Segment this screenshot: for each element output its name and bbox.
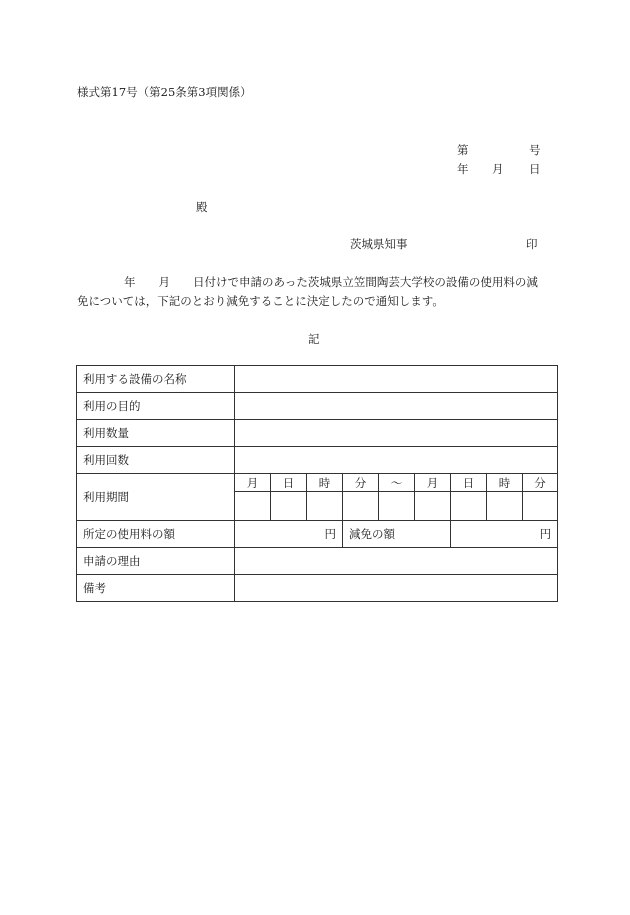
record-heading: 記 bbox=[308, 332, 320, 346]
period-value-cell bbox=[343, 492, 379, 521]
period-end-day-unit: 日 bbox=[451, 474, 487, 492]
fee-label: 所定の使用料の額 bbox=[77, 521, 235, 548]
purpose-label: 利用の目的 bbox=[77, 393, 235, 420]
count-label: 利用回数 bbox=[77, 447, 235, 474]
fee-unit: 円 bbox=[324, 527, 336, 541]
period-end-hour-unit: 時 bbox=[487, 474, 523, 492]
seal-mark: 印 bbox=[526, 237, 538, 251]
period-end-minute-unit: 分 bbox=[523, 474, 558, 492]
reduction-label: 減免の額 bbox=[343, 521, 451, 548]
table-row bbox=[77, 474, 558, 492]
period-value-cell bbox=[523, 492, 558, 521]
table-row bbox=[77, 393, 558, 420]
equipment-name-field bbox=[235, 366, 558, 393]
addressee-honorific: 殿 bbox=[196, 200, 208, 214]
equipment-name-label: 利用する設備の名称 bbox=[77, 366, 235, 393]
table-row bbox=[77, 366, 558, 393]
fee-field bbox=[235, 521, 343, 548]
date-day-label: 日 bbox=[529, 162, 541, 176]
period-start-minute-unit: 分 bbox=[343, 474, 379, 492]
period-value-cell bbox=[271, 492, 307, 521]
reduction-unit: 円 bbox=[539, 527, 552, 541]
period-start-hour-unit: 時 bbox=[307, 474, 343, 492]
period-value-cell bbox=[487, 492, 523, 521]
quantity-field bbox=[235, 420, 558, 447]
body-line-1 bbox=[77, 273, 559, 292]
period-start-day-unit: 日 bbox=[271, 474, 307, 492]
period-label: 利用期間 bbox=[77, 474, 235, 521]
purpose-field bbox=[235, 393, 558, 420]
period-value-cell bbox=[235, 492, 271, 521]
notice-body bbox=[77, 273, 559, 311]
period-value-cell bbox=[307, 492, 343, 521]
remarks-field bbox=[235, 575, 558, 602]
period-value-cell bbox=[415, 492, 451, 521]
form-title: 様式第17号（第25条第3項関係） bbox=[77, 85, 252, 99]
remarks-label: 備考 bbox=[77, 575, 235, 602]
quantity-label: 利用数量 bbox=[77, 420, 235, 447]
body-year-label: 年 bbox=[124, 275, 136, 289]
reason-label: 申請の理由 bbox=[77, 548, 235, 575]
period-value-cell bbox=[451, 492, 487, 521]
reason-field bbox=[235, 548, 558, 575]
date-year-label: 年 bbox=[457, 162, 469, 176]
period-range-separator: ～ bbox=[379, 474, 415, 492]
period-value-cell bbox=[379, 492, 415, 521]
issue-number-prefix: 第 bbox=[457, 143, 469, 157]
reduction-field bbox=[451, 521, 558, 548]
date-month-label: 月 bbox=[492, 162, 504, 176]
sender-name: 茨城県知事 bbox=[350, 237, 408, 251]
table-row bbox=[77, 548, 558, 575]
period-start-month-unit: 月 bbox=[235, 474, 271, 492]
table-row bbox=[77, 575, 558, 602]
body-text-line1: 日付けで申請のあった茨城県立笠間陶芸大学校の設備の使用料の減 bbox=[193, 275, 538, 289]
body-text-line2: 免については，下記のとおり減免することに決定したので通知します。 bbox=[77, 294, 444, 308]
count-field bbox=[235, 447, 558, 474]
issue-number-suffix: 号 bbox=[529, 143, 541, 157]
table-row bbox=[77, 521, 558, 548]
period-end-month-unit: 月 bbox=[415, 474, 451, 492]
details-table bbox=[76, 365, 558, 602]
table-row bbox=[77, 420, 558, 447]
table-row bbox=[77, 447, 558, 474]
body-month-label: 月 bbox=[158, 275, 170, 289]
